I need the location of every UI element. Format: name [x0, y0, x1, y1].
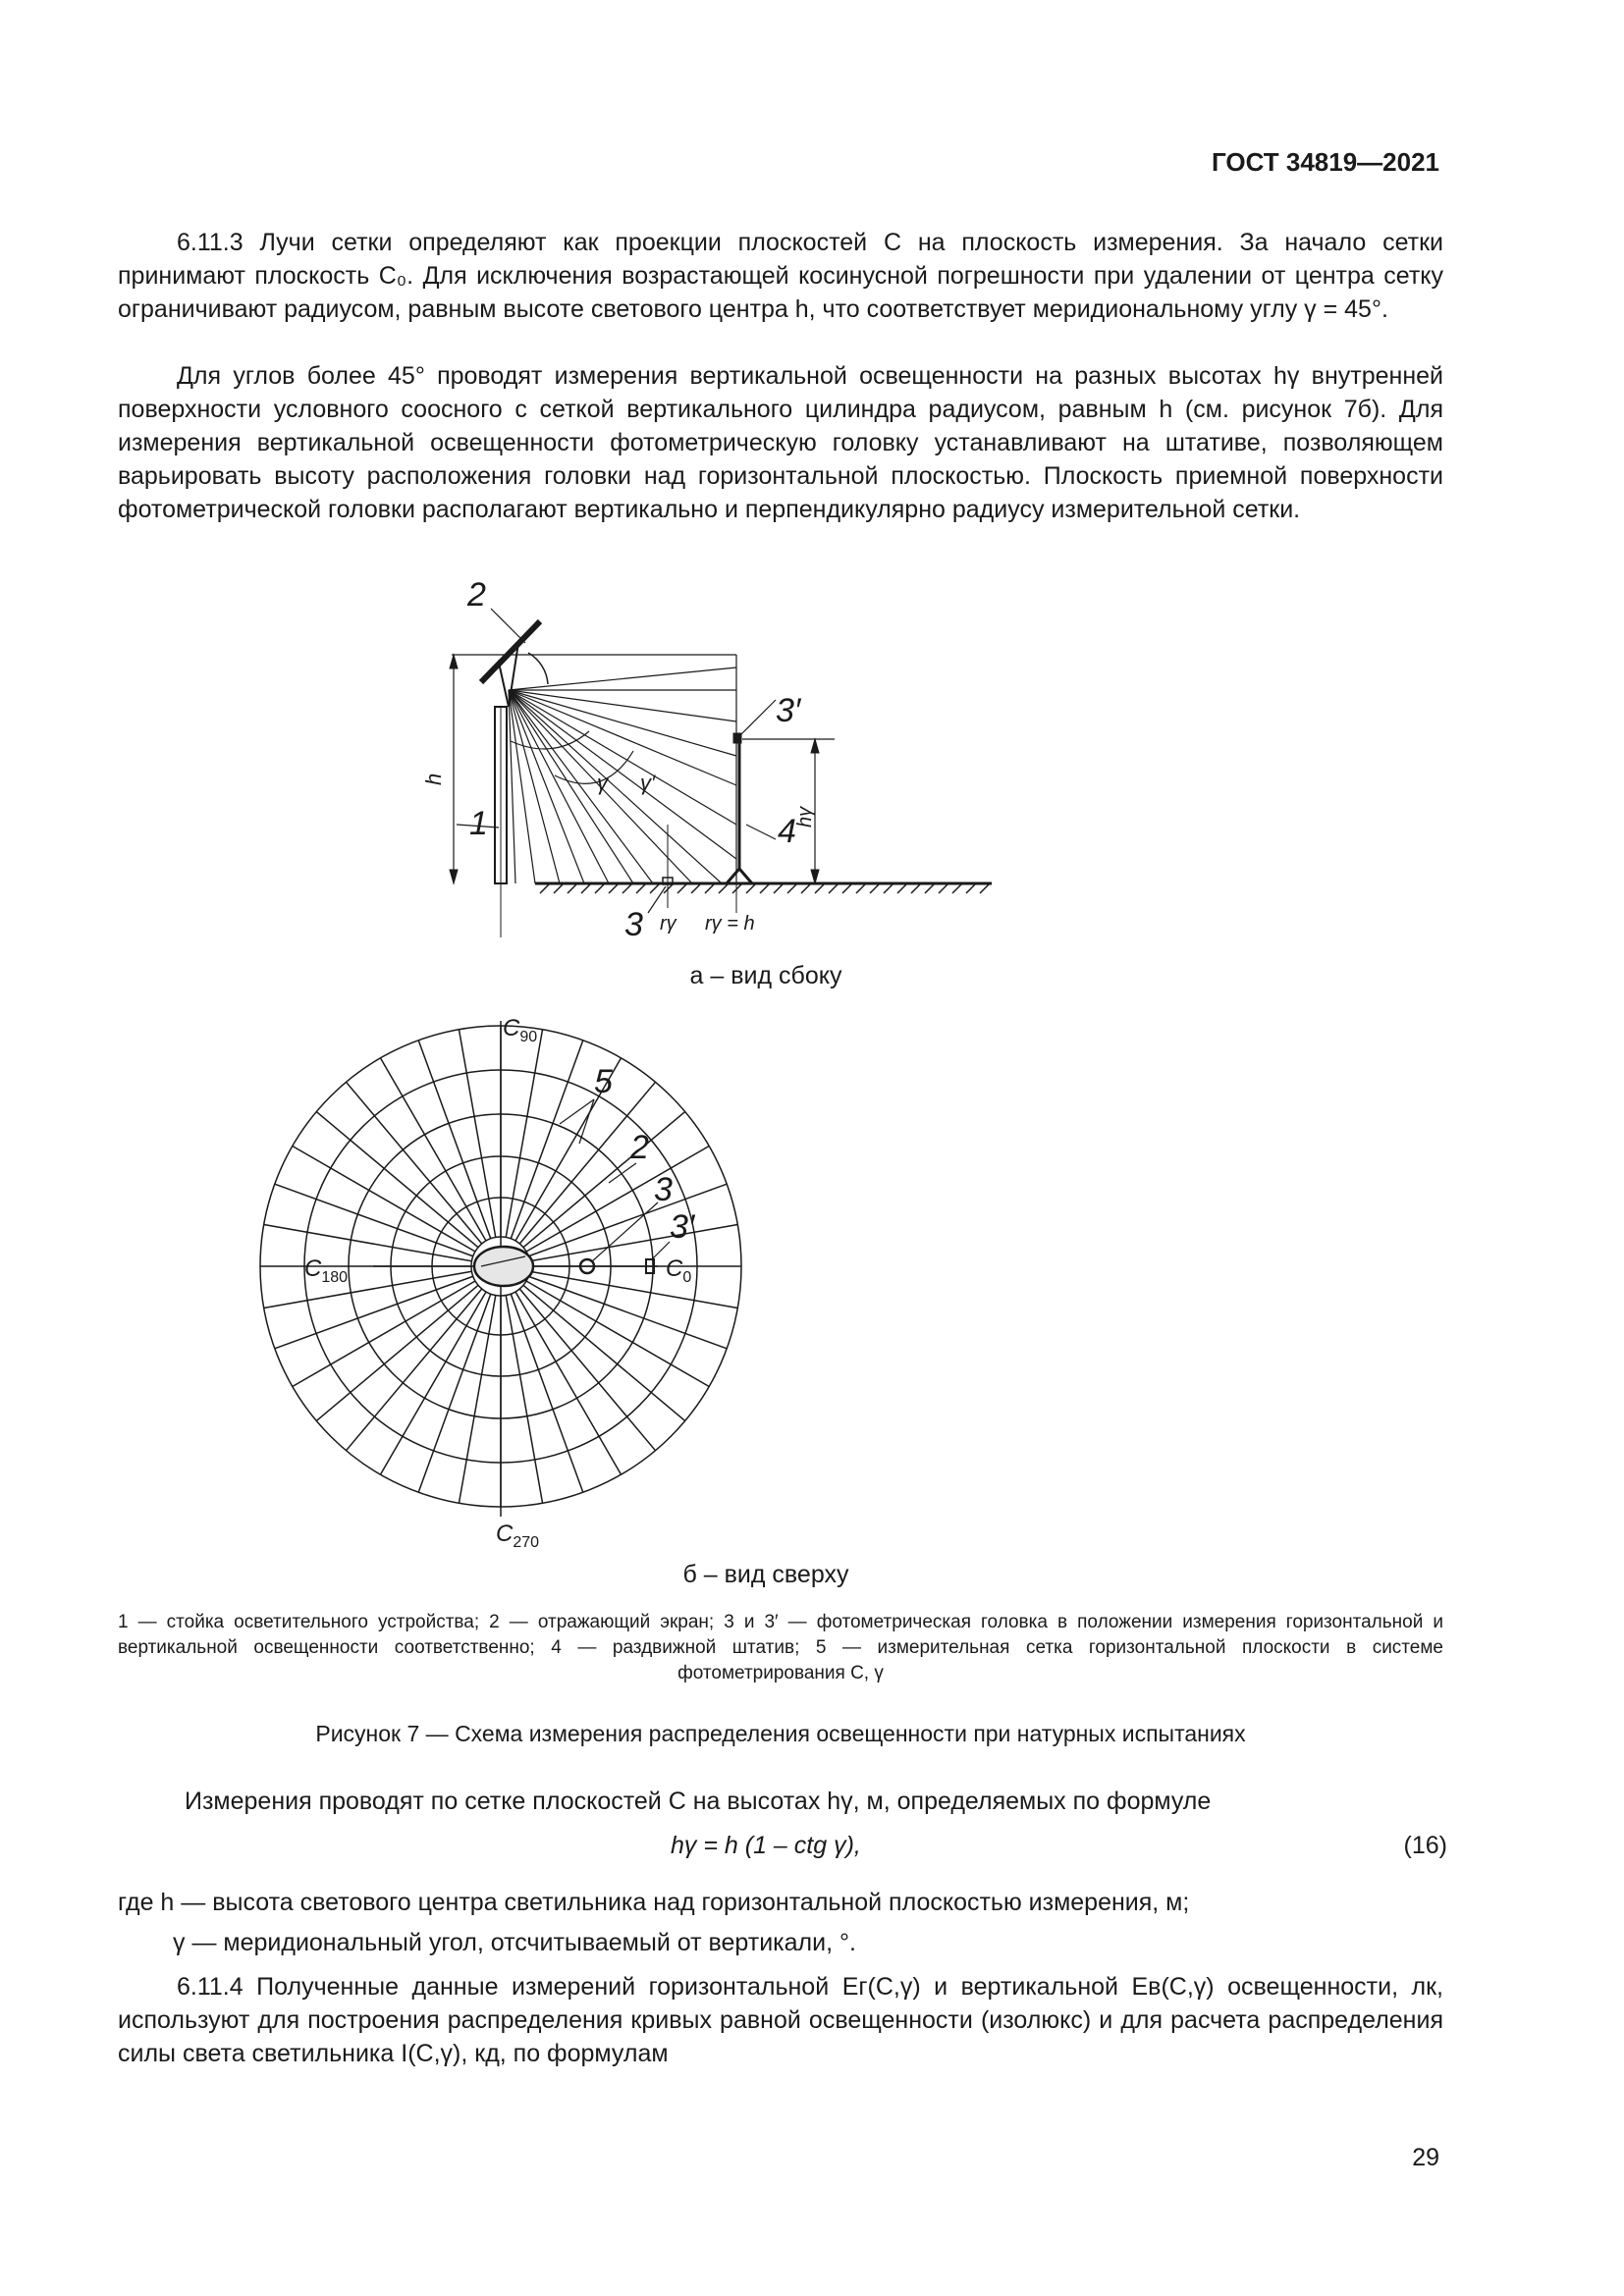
h-gamma-arrow-top [811, 739, 819, 753]
paragraph-6-11-3: 6.11.3 Лучи сетки определяют как проекции плоскостей C на плоскость измерения. За начало сетки принимают плоскость C₀. Для исключения возрастающей косинусной погрешности при удалении от центра сетку ограничивают радиусом, равным высоте светового центра h, что соответствует меридиональному углу γ = 45°. [118, 229, 1443, 323]
reflector-screen [481, 621, 540, 682]
label-3prime-side: 3′ [776, 692, 801, 729]
grid-spoke [530, 1224, 738, 1260]
where-h-definition: где h — высота светового центра светильника над горизонтальной плоскостью измерения, м; [118, 1889, 1190, 1916]
light-source-arc [528, 653, 548, 684]
light-ray [509, 690, 560, 883]
light-rays [509, 667, 736, 883]
grid-spoke [275, 1276, 473, 1349]
tripod-leg-left [727, 869, 739, 883]
label-c0: $C_0$ [666, 1255, 692, 1286]
grid-spoke [381, 1292, 487, 1474]
grid-spoke [506, 1030, 542, 1238]
label-4-side: 4 [778, 813, 796, 850]
formula-16: hγ = h (1 – ctg γ), [671, 1832, 861, 1859]
label-3prime-top: 3′ [670, 1208, 695, 1246]
light-ray [509, 690, 736, 859]
grid-spoke [511, 1041, 583, 1239]
grid-spoke [264, 1224, 472, 1260]
formula-number: (16) [1403, 1832, 1447, 1859]
grid-spoke [526, 1281, 709, 1387]
label-h-gamma-dimension: hγ [794, 806, 816, 828]
side-view-caption: а – вид сбоку [689, 962, 842, 989]
grid-spoke [459, 1296, 495, 1504]
figure-legend: 1 — стойка осветительного устройства; 2 — отражающий экран; 3 и 3′ — фотометрическая головка в положении измерения горизонтальной и вертикальной освещенности соответственно; 4 — раздвижной штатив; 5 — измерительная сетка горизонтальной плоскости в системе фотометрирования C, γ [118, 1612, 1443, 1683]
label-2-top: 2 [630, 1129, 649, 1166]
light-ray [509, 690, 584, 883]
h-gamma-arrow-bottom [811, 870, 819, 883]
measurement-intro: Измерения проводят по сетке плоскостей C на высотах hγ, м, определяемых по формуле [185, 1788, 1212, 1815]
label-r-gamma-eq-h: rγ = h [705, 913, 755, 934]
label-5-top: 5 [594, 1063, 613, 1100]
grid-spoke [530, 1271, 738, 1308]
grid-spoke [418, 1294, 491, 1492]
page-number: 29 [1412, 2144, 1439, 2171]
figure-7 [304, 574, 1119, 1588]
label-3-side: 3 [624, 906, 643, 943]
label-h-dimension: h [421, 773, 446, 785]
label-c180: $C_{180}$ [304, 1255, 349, 1286]
grid-spoke [381, 1058, 487, 1241]
light-ray [509, 690, 736, 756]
grid-spoke [528, 1184, 727, 1256]
reflector-support-left [499, 663, 509, 707]
side-view-diagram [450, 609, 992, 937]
label-gamma: γ [597, 771, 608, 795]
grid-spoke [418, 1041, 491, 1239]
where-gamma-definition: γ — меридиональный угол, отсчитываемый от вертикали, °. [173, 1929, 856, 1956]
light-ray [509, 667, 736, 690]
label-2-side: 2 [467, 576, 486, 614]
grid-spoke [293, 1147, 475, 1253]
grid-spoke [459, 1030, 495, 1238]
leader-line-5a [560, 1099, 594, 1124]
leader-line-5b [579, 1099, 594, 1144]
leader-line-2 [491, 609, 525, 643]
top-view-caption: б – вид сверху [682, 1561, 849, 1588]
leader-line-3-top [592, 1202, 658, 1261]
label-c270: $C_{270}$ [496, 1521, 540, 1551]
grid-spoke [506, 1296, 542, 1504]
label-1-side: 1 [469, 805, 488, 842]
photometric-head-vertical [733, 733, 741, 743]
grid-spoke [515, 1292, 622, 1474]
figure-7-drawing [304, 574, 1119, 1585]
light-ray [509, 690, 653, 883]
leader-line-3prime [741, 700, 776, 734]
h-arrow-top [450, 655, 458, 668]
label-3-top: 3 [654, 1171, 673, 1208]
paragraph-vertical-illuminance: Для углов более 45° проводят измерения вертикальной освещенности на разных высотах hγ внутренней поверхности условного соосного с сеткой вертикального цилиндра радиусом, равным h (см. рисунок 7б). Для измерения вертикальной освещенности фотометрическую головку устанавливают на штативе, позволяющем варьировать высоту расположения головки над горизонтальной плоскостью. Плоскость приемной поверхности фотометрической головки располагают вертикально и перпендикулярно радиусу измерительной сетки. [118, 362, 1443, 523]
tripod-leg-right [739, 869, 752, 883]
figure-title: Рисунок 7 — Схема измерения распределения освещенности при натурных испытаниях [315, 1721, 1246, 1746]
grid-spoke [275, 1184, 473, 1256]
h-arrow-bottom [450, 870, 458, 883]
paragraph-6-11-4: 6.11.4 Полученные данные измерений горизонтальной Eг(C,γ) и вертикальной Eв(C,γ) освещенности, лк, используют для построения распределения кривых равной освещенности (изолюкс) и для расчета распределения силы света светильника I(C,γ), кд, по формулам [118, 1973, 1443, 2067]
leader-line-3 [648, 886, 666, 913]
grid-spoke [293, 1281, 475, 1387]
grid-spoke [528, 1276, 727, 1349]
light-ray [509, 690, 736, 785]
document-code-header: ГОСТ 34819—2021 [1212, 147, 1439, 177]
grid-spoke [264, 1271, 472, 1308]
label-r-gamma: rγ [660, 913, 677, 934]
grid-spoke [511, 1294, 583, 1492]
label-gamma-prime: γ′ [640, 771, 656, 795]
light-ray [509, 690, 736, 721]
leader-line-4 [746, 825, 776, 839]
label-c90: $C_{90}$ [503, 1015, 538, 1045]
